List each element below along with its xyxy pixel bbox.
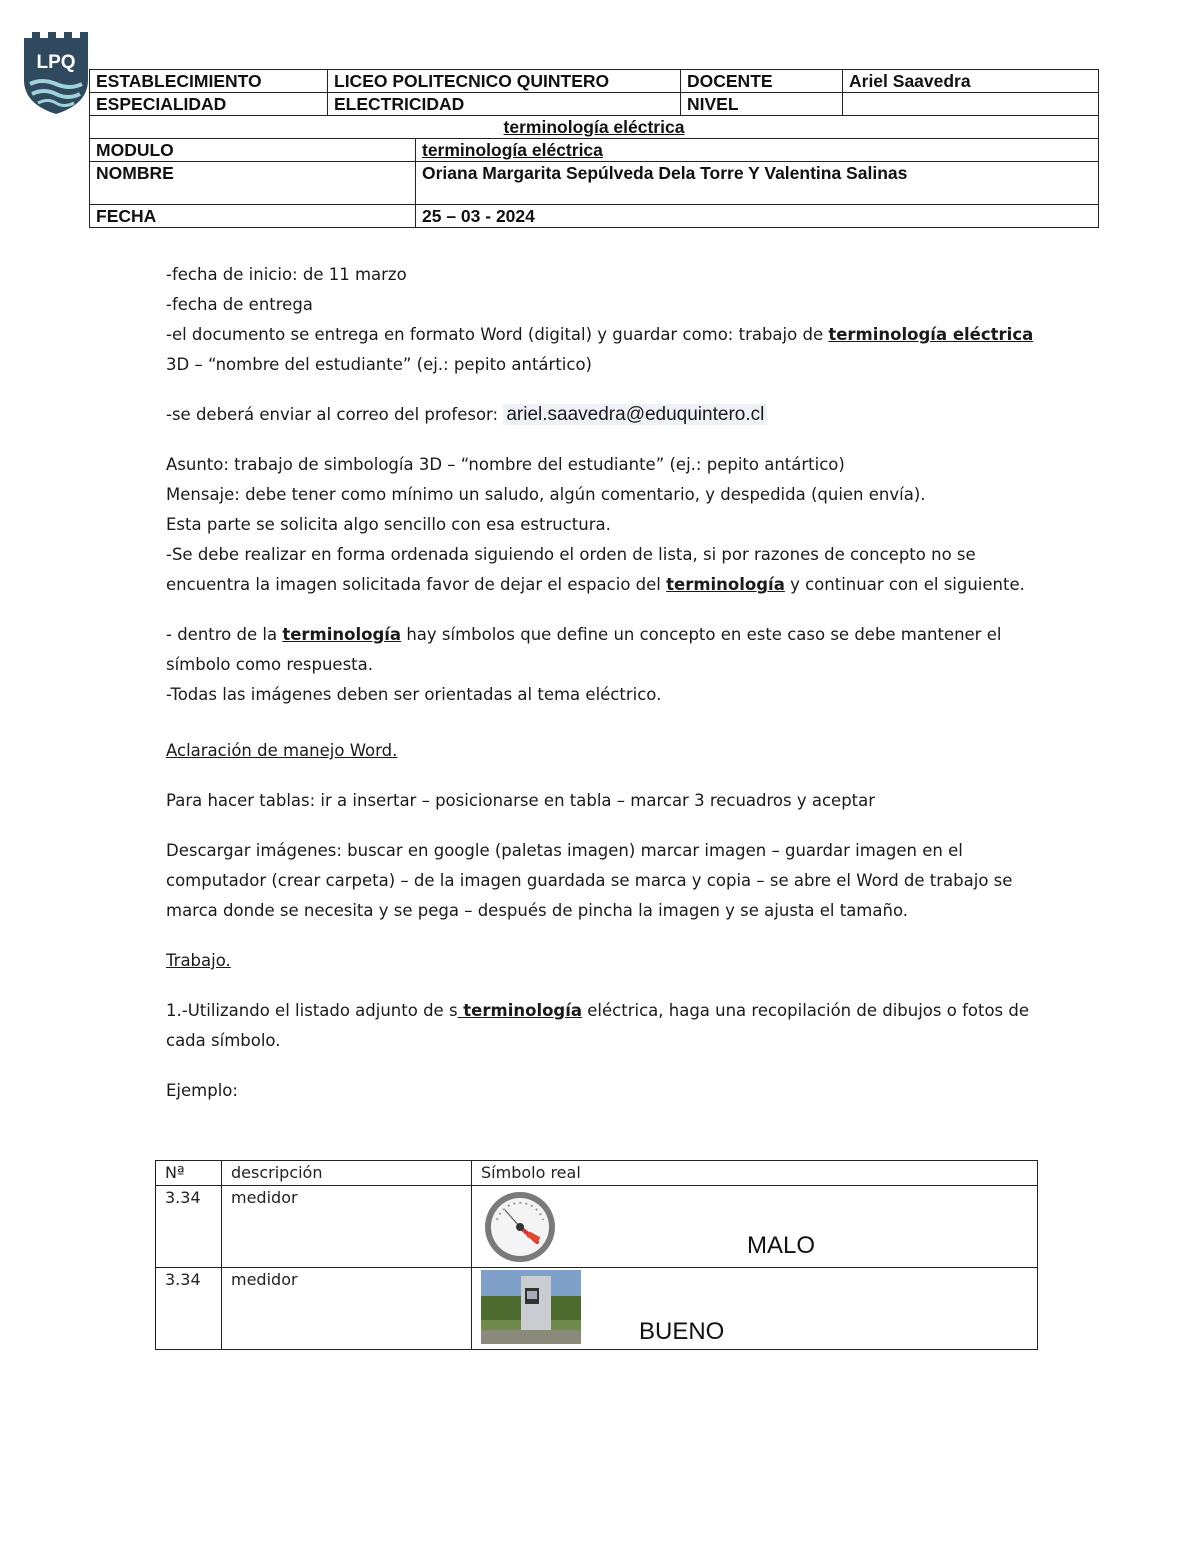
row-num: 3.34 [156, 1186, 222, 1268]
nivel-value [843, 93, 1099, 116]
row-desc: medidor [222, 1186, 472, 1268]
docente-label: DOCENTE [681, 70, 843, 93]
descargar-paragraph: Descargar imágenes: buscar en google (paletas imagen) marcar imagen – guardar imagen en el computador (crear carpeta) – de la imagen guardada se marca y copia – se abre el Word de trabajo se marca donde se necesita y se pega – después de pincha la imagen y se ajusta el tamaño. [166, 841, 1013, 920]
row-num: 3.34 [156, 1268, 222, 1350]
modulo-label: MODULO [90, 139, 416, 162]
establecimiento-label: ESTABLECIMIENTO [90, 70, 328, 93]
term-link: terminología [282, 625, 402, 644]
mensaje-line: Mensaje: debe tener como mínimo un saludo, algún comentario, y despedida (quien envía). [166, 485, 926, 504]
row-desc: medidor [222, 1268, 472, 1350]
tablas-line: Para hacer tablas: ir a insertar – posicionarse en tabla – marcar 3 recuadros y aceptar [166, 791, 876, 810]
svg-text:LPQ: LPQ [36, 52, 76, 73]
col-header-num: Nª [156, 1161, 222, 1186]
instructions-body [166, 260, 1046, 1106]
trabajo-heading: Trabajo. [166, 951, 231, 970]
docente-value: Ariel Saavedra [843, 70, 1099, 93]
todas-line: -Todas las imágenes deben ser orientadas al tema eléctrico. [166, 685, 662, 704]
term-link: terminología [666, 575, 785, 594]
verdict-label: BUENO [639, 1318, 725, 1345]
fecha-entrega: -fecha de entrega [166, 295, 313, 314]
fecha-value: 25 – 03 - 2024 [416, 205, 1099, 228]
nombre-value: Oriana Margarita Sepúlveda Dela Torre Y Valentina Salinas [416, 162, 1099, 205]
fecha-inicio: -fecha de inicio: de 11 marzo [166, 265, 407, 284]
ejemplo-label: Ejemplo: [166, 1081, 238, 1100]
formato-entrega: -el documento se entrega en formato Word (digital) y guardar como: trabajo de terminología eléctrica 3D – “nombre del estudiante” (ej.: pepito antártico) [166, 325, 1034, 374]
asunto-line: Asunto: trabajo de simbología 3D – “nombre del estudiante” (ej.: pepito antártico) [166, 455, 845, 474]
aclaracion-heading: Aclaración de manejo Word. [166, 741, 398, 760]
teacher-email-link[interactable]: ariel.saavedra@eduquintero.cl [503, 404, 767, 425]
row-symbol-cell [472, 1268, 1038, 1350]
document-title: terminología eléctrica [90, 116, 1099, 139]
header-table [89, 69, 1099, 228]
estructura-line: Esta parte se solicita algo sencillo con esa estructura. [166, 515, 611, 534]
example-table [155, 1160, 1038, 1350]
nombre-label: NOMBRE [90, 162, 416, 205]
gauge-image [483, 1190, 557, 1264]
orden-paragraph: -Se debe realizar en forma ordenada siguiendo el orden de lista, si por razones de concepto no se encuentra la imagen solicitada favor de dejar el espacio del terminología y continuar con el siguiente. [166, 545, 1025, 594]
term-link: terminología eléctrica [828, 325, 1034, 344]
table-row [156, 1268, 1038, 1350]
correo-line: -se deberá enviar al correo del profesor: ariel.saavedra@eduquintero.cl [166, 400, 1046, 430]
establecimiento-value: LICEO POLITECNICO QUINTERO [328, 70, 681, 93]
especialidad-label: ESPECIALIDAD [90, 93, 328, 116]
table-row [156, 1186, 1038, 1268]
dentro-paragraph: - dentro de la terminología hay símbolos que define un concepto en este caso se debe mantener el símbolo como respuesta. [166, 625, 1002, 674]
verdict-label: MALO [747, 1232, 816, 1259]
fecha-label: FECHA [90, 205, 416, 228]
row-symbol-cell [472, 1186, 1038, 1268]
term-link: terminología [457, 1001, 583, 1020]
col-header-desc: descripción [222, 1161, 472, 1186]
item-1: 1.-Utilizando el listado adjunto de s terminología eléctrica, haga una recopilación de dibujos o fotos de cada símbolo. [166, 1001, 1030, 1050]
modulo-value: terminología eléctrica [416, 139, 1099, 162]
especialidad-value: ELECTRICIDAD [328, 93, 681, 116]
nivel-label: NIVEL [681, 93, 843, 116]
meter-photo [481, 1270, 581, 1344]
col-header-symbol: Símbolo real [472, 1161, 1038, 1186]
school-logo [22, 28, 90, 116]
